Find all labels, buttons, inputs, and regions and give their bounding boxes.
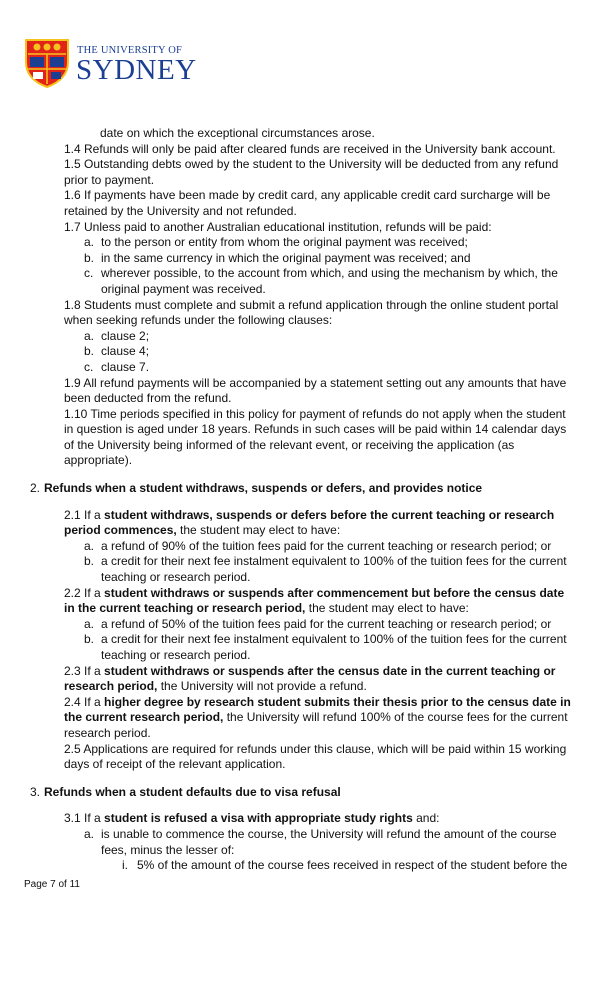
clause-2-4 (0, 695, 600, 742)
list-marker: c. (84, 359, 94, 374)
clause-text: 2.2 If a (64, 585, 105, 600)
clause-2-3 (0, 664, 600, 695)
clause-text: 2.3 If a (64, 663, 105, 678)
clause-text: and: (412, 811, 440, 826)
logo-text-big: SYDNEY (76, 54, 197, 86)
list-item-text: clause 2; (101, 328, 150, 343)
list-item (0, 266, 600, 297)
logo-text-small: THE UNIVERSITY OF (77, 45, 183, 56)
clause-text: 3.1 If a (64, 811, 105, 826)
clause-text: the University will refund 100% of the course fees for the current research period. (64, 710, 568, 740)
clause-1-7: 1.7 Unless paid to another Australian educational institution, refunds will be paid: (64, 219, 492, 234)
list-item-text: 5% of the amount of the course fees received in respect of the student before the (137, 858, 568, 873)
clause-3-1 (0, 811, 600, 827)
clause-bold-text: student is refused a visa with appropriate study rights (104, 811, 413, 826)
page-number: Page 7 of 11 (24, 879, 80, 890)
list-item (0, 858, 600, 874)
heading-text: Refunds when a student withdraws, suspends or defers, and provides notice (44, 481, 483, 496)
heading-number: 3. (30, 784, 41, 799)
section-heading-3 (0, 785, 600, 801)
list-marker: a. (84, 538, 95, 553)
list-marker: b. (84, 554, 95, 569)
list-item (0, 329, 600, 345)
list-item (0, 539, 600, 555)
list-item-text: clause 4; (101, 344, 150, 359)
list-item-text: wherever possible, to the account from which, and using the mechanism by which, the original payment was received. (101, 266, 558, 296)
list-item-text: a refund of 90% of the tuition fees paid for the current teaching or research period; or (101, 538, 552, 553)
heading-text: Refunds when a student defaults due to visa refusal (44, 784, 341, 799)
list-marker: b. (84, 344, 95, 359)
list-item-text: to the person or entity from whom the original payment was received; (101, 235, 468, 250)
clause-bold-text: higher degree by research student submits their thesis prior to the census date in the current research period, (64, 694, 571, 725)
list-item (0, 554, 600, 585)
clause-text: the student may elect to have: (305, 601, 469, 616)
list-marker: b. (84, 250, 95, 265)
list-item-text: clause 7. (101, 359, 150, 374)
list-marker: a. (84, 328, 95, 343)
clause-text: the student may elect to have: (176, 523, 341, 538)
list-item-text: in the same currency in which the original payment was received; and (101, 250, 471, 265)
list-marker: a. (84, 826, 95, 841)
clause-1-6: 1.6 If payments have been made by credit card, any applicable credit card surcharge will be retained by the University and not refunded. (64, 188, 551, 218)
list-item (0, 827, 600, 858)
clause-2-1 (0, 508, 600, 539)
clause-2-5: 2.5 Applications are required for refunds under this clause, which will be paid within 15 working days of receipt of the relevant application. (64, 741, 567, 772)
paragraph: date on which the exceptional circumstances arose. (100, 126, 375, 140)
document-body (0, 126, 600, 874)
section-heading-2 (0, 481, 600, 497)
clause-2-2 (0, 586, 600, 617)
list-item (0, 235, 600, 251)
clause-text: the University will not provide a refund. (157, 679, 367, 694)
clause-bold-text: student withdraws or suspends after commencement but before the census date in the current teaching or research period, (64, 585, 565, 616)
clause-bold-text: student withdraws, suspends or defers before the current teaching or research period commences, (64, 507, 555, 538)
clause-1-9: 1.9 All refund payments will be accompanied by a statement setting out any amounts that have been deducted from the refund. (64, 375, 567, 406)
list-item (0, 251, 600, 267)
clause-1-10: 1.10 Time periods specified in this policy for payment of refunds do not apply when the student in question is aged under 18 years. Refunds in such cases will be paid within 14 calendar days of the University being informed of the relevant event, or receiving the application (as appropriate). (64, 406, 567, 468)
clause-1-4: 1.4 Refunds will only be paid after cleared funds are received in the University bank account. (64, 141, 556, 156)
list-item (0, 632, 600, 663)
list-item (0, 344, 600, 360)
list-item-text: a credit for their next fee instalment equivalent to 100% of the tuition fees for the current teaching or research period. (101, 632, 567, 662)
list-item-text: a credit for their next fee instalment equivalent to 100% of the tuition fees for the current teaching or research period. (101, 554, 567, 585)
clause-text: 2.4 If a (64, 694, 105, 709)
heading-number: 2. (30, 481, 41, 496)
list-item-text: is unable to commence the course, the University will refund the amount of the course fees, minus the lesser of: (101, 826, 557, 857)
list-item-text: a refund of 50% of the tuition fees paid for the current teaching or research period; or (101, 616, 552, 631)
list-marker: c. (84, 266, 94, 281)
university-crest-icon (24, 38, 70, 88)
clause-text: 2.1 If a (64, 507, 105, 522)
list-item (0, 617, 600, 633)
list-marker: b. (84, 632, 95, 647)
list-marker: a. (84, 235, 95, 250)
clause-1-8: 1.8 Students must complete and submit a refund application through the online student portal when seeking refunds under the following clauses: (64, 297, 559, 328)
clause-1-5: 1.5 Outstanding debts owed by the student to the University will be deducted from any refund prior to payment. (64, 157, 559, 187)
university-logo (24, 38, 197, 90)
clause-bold-text: student withdraws or suspends after the census date in the current teaching or research period, (64, 663, 556, 694)
list-marker: i. (122, 858, 128, 873)
list-marker: a. (84, 616, 95, 631)
list-item (0, 360, 600, 376)
